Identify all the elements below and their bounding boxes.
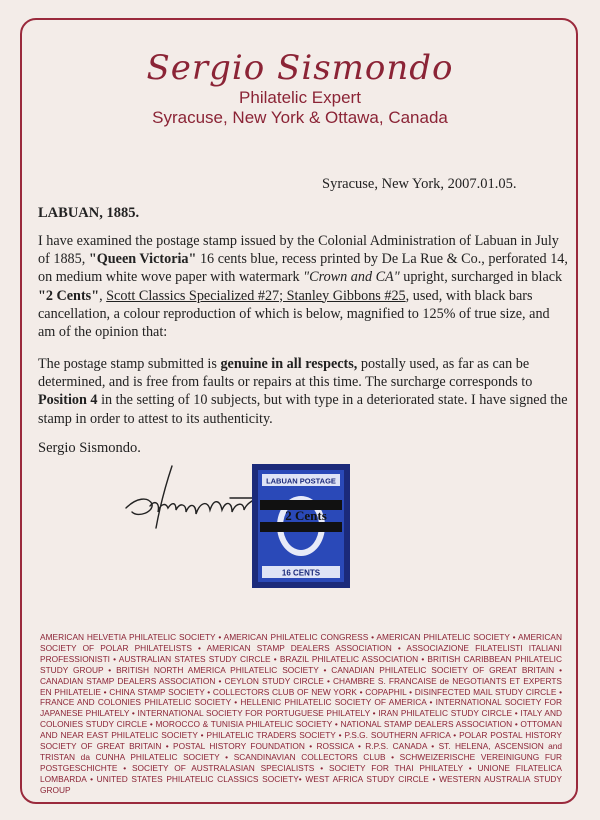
text: The postage stamp submitted is — [38, 356, 221, 372]
stamp-top-text: LABUAN POSTAGE — [266, 476, 336, 486]
examination-paragraph — [38, 232, 568, 341]
handwritten-signature — [120, 462, 270, 542]
text: , used, with black bars cancellation, a colour reproduction of which is below, magnified to 125% of true size, and am of the opinion that: — [38, 287, 550, 341]
certificate-date: Syracuse, New York, 2007.01.05. — [322, 176, 517, 192]
text: , — [99, 287, 107, 304]
stamp-issue-heading: LABUAN, 1885. — [38, 205, 140, 221]
stamp-image — [252, 464, 350, 588]
watermark: "Crown and CA" — [303, 269, 400, 286]
text: upright, surcharged in black — [399, 269, 563, 286]
letterhead — [0, 48, 600, 128]
text: in the setting of 10 subjects, but with type in a deteriorated state. I have signed the stamp in order to attest to its authenticity. — [38, 392, 568, 427]
position: Position 4 — [38, 392, 98, 409]
expert-name: Sergio Sismondo — [146, 48, 454, 88]
verdict: genuine in all respects, — [220, 356, 358, 372]
societies-list: AMERICAN HELVETIA PHILATELIC SOCIETY • AMERICAN PHILATELIC CONGRESS • AMERICAN PHILATELIC SOCIETY • AMERICAN SOCIETY OF POLAR PHILATELISTS • AMERICAN STAMP DEALERS ASSOCIATION • ASSOCIAZIONE FILATELISTI ITALIANI PROFESSIONISTI • AUSTRALIAN STATES STUDY CIRCLE • BRAZIL PHILATELIC ASSOCIATION • BRITISH CARIBBEAN PHILATELIC STUDY GROUP • BRITISH NORTH AMERICA PHILATELIC SOCIETY • CANADIAN PHILATELIC SOCIETY OF GREAT BRITAIN • CANADIAN STAMP DEALERS ASSOCIATION • CEYLON STUDY CIRCLE • CHAMBRE S. FRANCAISE de NEGOTIANTS ET EXPERTS EN PHILATELIE • CHINA STAMP SOCIETY • COLLECTORS CLUB OF NEW YORK • COPAPHIL • DISINFECTED MAIL STUDY CIRCLE • FRANCE AND COLONIES PHILATELIC SOCIETY • HELLENIC PHILATELIC SOCIETY OF AMERICA • INTERNATIONAL SOCIETY FOR JAPANESE PHILATELY • INTERNATIONAL SOCIETY FOR PORTUGUESE PHILATELY • IRAN PHILATELIC STUDY CIRCLE • ITALY AND COLONIES STUDY CIRCLE • MOROCCO & TUNISIA PHILATELIC SOCIETY • NATIONAL STAMP DEALERS ASSOCIATION • OTTOMAN AND NEAR EAST PHILATELIC SOCIETY • PHILATELIC TRADERS SOCIETY • P.S.G. SOUTHERN AFRICA • POLAR POSTAL HISTORY SOCIETY OF GREAT BRITAIN • POSTAL HISTORY FOUNDATION • ROSSICA • R.P.S. CANADA • ST. HELENA, ASCENSION and TRISTAN da CUNHA PHILATELIC SOCIETY • SCANDINAVIAN COLLECTORS CLUB • SCHWEIZERISCHE VEREINIGUNG FUR POSTGESCHICHTE • SOCIETY OF AUSTRALASIAN SPECIALISTS • SOCIETY FOR THAI PHILATELY • UNIONE FILATELICA LOMBARDA • UNITED STATES PHILATELIC CLASSICS SOCIETY• WEST AFRICA STUDY CIRCLE • WESTERN AUSTRALIA STUDY GROUP — [40, 632, 562, 795]
text: I have examined the postage stamp issued by the Colonial Administration of Labuan in July of 1885, — [38, 233, 559, 268]
text: 16 cents blue, recess printed by De La Rue & Co., perforated 14, on medium white wove paper with watermark — [38, 251, 568, 286]
text: postally used, as far as can be determined, and is free from faults or repairs at this time. The surcharge corresponds to — [38, 356, 533, 391]
expert-title: Philatelic Expert — [239, 88, 361, 107]
stamp-name: "Queen Victoria" — [88, 251, 197, 268]
expert-location: Syracuse, New York & Ottawa, Canada — [152, 108, 448, 127]
opinion-paragraph — [38, 355, 568, 428]
surcharge-value: "2 Cents" — [38, 287, 100, 304]
stamp-value-text: 16 CENTS — [281, 568, 321, 578]
stamp-surcharge: 2 Cents — [285, 508, 327, 523]
catalogue-numbers: Scott Classics Specialized #27; Stanley Gibbons #25 — [106, 287, 406, 304]
signoff-name: Sergio Sismondo. — [38, 440, 141, 456]
